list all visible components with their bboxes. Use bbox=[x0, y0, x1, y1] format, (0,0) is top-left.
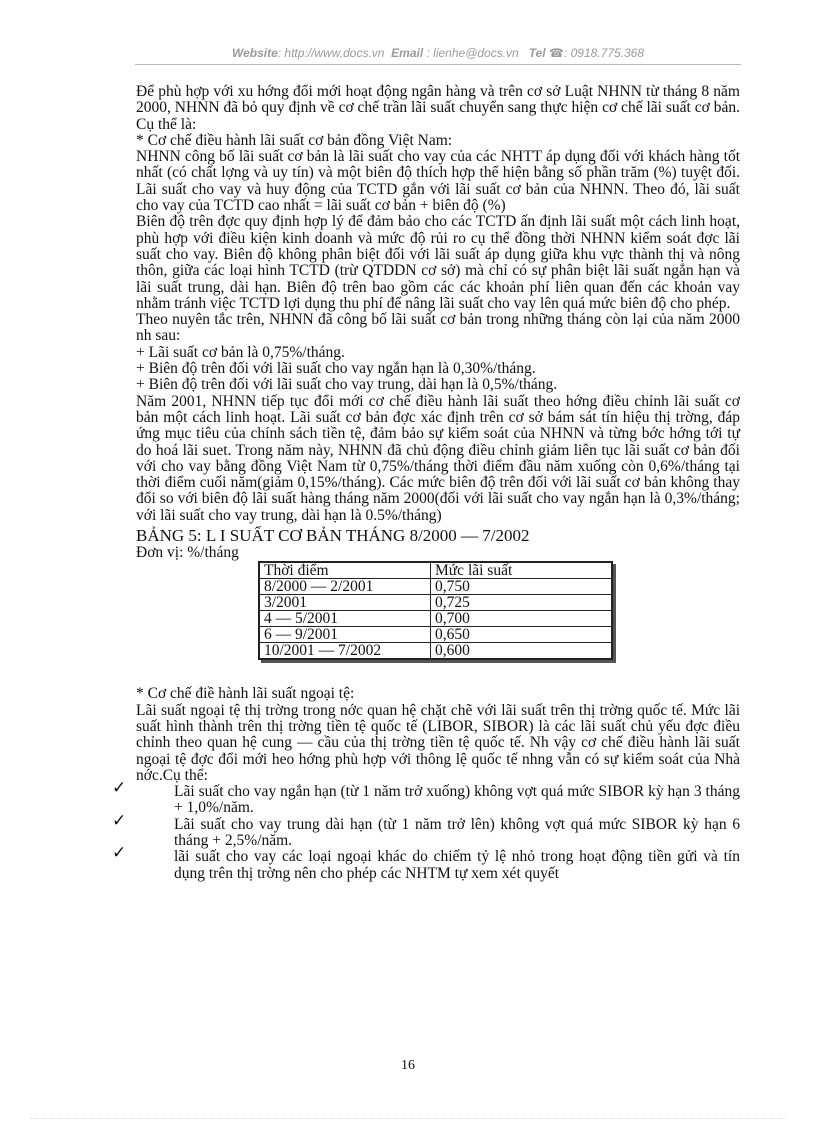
paragraph: + Biên độ trên đối với lãi suất cho vay ngắn hạn là 0,30%/tháng. bbox=[136, 360, 536, 378]
table-cell: 3/2001 bbox=[259, 595, 431, 611]
telephone-icon: ☎ bbox=[549, 46, 564, 60]
tel-label: Tel bbox=[528, 46, 546, 60]
document-body bbox=[112, 83, 740, 882]
bullet-item bbox=[112, 810, 740, 850]
table-header-row bbox=[259, 562, 612, 579]
website-label: Website bbox=[231, 46, 278, 60]
table-cell: 0,650 bbox=[431, 627, 613, 643]
checkmark-icon: ✓ bbox=[112, 843, 127, 864]
interest-rate-table bbox=[258, 561, 613, 660]
column-header: Mức lãi suất bbox=[431, 562, 613, 579]
table-cell: 6 — 9/2001 bbox=[259, 627, 431, 643]
table-cell: 0,600 bbox=[431, 643, 613, 660]
paragraph: + Biên độ trên đối với lãi suất cho vay trung, dài hạn là 0,5%/tháng. bbox=[136, 376, 558, 394]
bullet-item bbox=[112, 843, 740, 882]
bullet-item bbox=[112, 778, 740, 817]
website-value: : http://www.docs.vn bbox=[277, 46, 385, 60]
paragraph: Lãi suất ngoại tệ thị trờng trong nớc quan hệ chặt chẽ với lãi suất trên thị trờng quốc tế. Mức lãi suất hình thành trên thị trờng tiền tệ quốc tế (LIBOR, SIBOR) là các lãi suất chủ yếu đợc điều chỉnh theo quan hệ cung — cầu của thị trờng tiền tệ quốc tế. Nh vậy cơ chế điều hành lãi suất ngoại tệ đợc đổi mới heo hớng phù hợp với thông lệ quốc tế nhng vẫn có sự kiểm soát của Nhà nớc.Cụ thể: bbox=[136, 701, 740, 784]
email-label: Email bbox=[391, 46, 424, 60]
bullet-text: lãi suất cho vay các loại ngoại khác do chiếm tỷ lệ nhỏ trong hoạt động tiền gửi và tín dụng trên thị trờng nên cho phép các NHTM tự xem xét quyết bbox=[174, 848, 740, 882]
table-row bbox=[259, 595, 612, 611]
column-header: Thời điểm bbox=[259, 562, 431, 579]
spacer bbox=[136, 660, 740, 686]
table-cell: 10/2001 — 7/2002 bbox=[259, 643, 431, 660]
table-cell: 0,750 bbox=[431, 579, 613, 595]
table-title: BẢNG 5: L I SUẤT CƠ BẢN THÁNG 8/2000 — 7/2002 bbox=[136, 526, 530, 546]
checkmark-icon: ✓ bbox=[112, 810, 127, 831]
paragraph: + Lãi suất cơ bản là 0,75%/tháng. bbox=[136, 343, 345, 361]
bullet-text: Lãi suất cho vay ngắn hạn (từ 1 năm trở xuống) không vợt quá mức SIBOR kỳ hạn 3 tháng + 1,0%/năm. bbox=[174, 783, 740, 817]
page-header bbox=[135, 46, 741, 60]
footer-divider bbox=[30, 1118, 786, 1119]
table-row bbox=[259, 611, 612, 627]
table-row bbox=[259, 579, 612, 595]
bullet-text: Lãi suất cho vay trung dài hạn (từ 1 năm trở lên) không vợt quá mức SIBOR kỳ hạn 6 tháng + 2,5%/năm. bbox=[174, 815, 740, 849]
checkmark-icon: ✓ bbox=[112, 778, 127, 799]
table-row bbox=[259, 627, 612, 643]
paragraph: Biên độ trên đợc quy định hợp lý để đảm bảo cho các TCTD ấn định lãi suất một cách linh hoạt, phù hợp với điều kiện kinh doanh và mức độ rủi ro cụ thể đồng thời NHNN kiểm soát đợc lãi suất cho vay. Biên độ không phân biệt đối với lãi suất áp dụng giữa khu vực thành thị và nông thôn, giữa các loại hình TCTD (trừ QTDDN cơ sở) mà chỉ có sự phân biệt lãi suất ngắn hạn và lãi suất trung, dài hạn. Biên độ trên bao gồm các các khoản phí liên quan đến các khoản vay nhằm tránh việc TCTD lợi dụng thu phí để nâng lãi suất cho vay lên quá mức biên độ cho phép. bbox=[136, 213, 740, 312]
paragraph: Theo nuyên tắc trên, NHNN đã công bố lãi suất cơ bản trong những tháng còn lại của năm 2000 nh sau: bbox=[136, 311, 740, 345]
table-unit: Đơn vị: %/tháng bbox=[136, 544, 239, 562]
paragraph: Năm 2001, NHNN tiếp tục đổi mới cơ chế điều hành lãi suất theo hớng điều chỉnh lãi suất cơ bản một cách linh hoạt. Lãi suất cơ bản đợc xác định trên cơ sở bám sát tín hiệu thị trờng, đáp ứng mục tiêu của chính sách tiền tệ, đảm bảo sự kiểm soát của NHNN và từng bớc hớng tới tự do hoá lãi suet. Trong năm này, NHNN đã chủ động điều chỉnh giảm liên tục lãi suất cơ bản đối với cho vay bằng đồng Việt Nam từ 0,75%/tháng thời điểm đầu năm xuống còn 0,6%/tháng tại thời điểm cuối năm(giảm 0,15%/tháng). Các mức biên độ trên đối với lãi suất cơ bản không thay đổi so với biên độ lãi suất hàng tháng năm 2000(đối với lãi suất cho vay ngắn hạn là 0,3%/tháng; với lãi suất cho vay trung, dài hạn là 0.5%/tháng) bbox=[136, 392, 740, 524]
paragraph: Để phù hợp với xu hớng đổi mới hoạt động ngân hàng và trên cơ sở Luật NHNN từ tháng 8 năm 2000, NHNN đã bỏ quy định về cơ chế trần lãi suất chuyển sang thực hiện cơ chế lãi suất cơ bản. Cụ thể là: bbox=[136, 83, 740, 133]
table-cell: 4 — 5/2001 bbox=[259, 611, 431, 627]
section-heading: * Cơ chế điề hành lãi suất ngoại tệ: bbox=[136, 685, 355, 703]
email-value: : lienhe@docs.vn bbox=[426, 46, 519, 60]
paragraph: NHNN công bố lãi suất cơ bản là lãi suất cho vay của các NHTT áp dụng đối với khách hàng tốt nhất (có chất lợng và uy tín) và một biên độ thích hợp thể hiện bằng số phần trăm (%) tuyệt đối. Lãi suất cho vay và huy động của TCTD gắn với lãi suất cơ bản của NHNN. Theo đó, lãi suất cho vay của TCTD cao nhất = lãi suất cơ bản + biên độ (%) bbox=[136, 148, 740, 215]
paragraph: * Cơ chế điều hành lãi suất cơ bản đồng Việt Nam: bbox=[136, 131, 453, 149]
table-cell: 8/2000 — 2/2001 bbox=[259, 579, 431, 595]
table-row bbox=[259, 643, 612, 660]
header-divider bbox=[135, 64, 741, 65]
tel-value: : 0918.775.368 bbox=[563, 46, 645, 60]
table-cell: 0,725 bbox=[431, 595, 613, 611]
table-cell: 0,700 bbox=[431, 611, 613, 627]
page-number: 16 bbox=[401, 1058, 415, 1073]
